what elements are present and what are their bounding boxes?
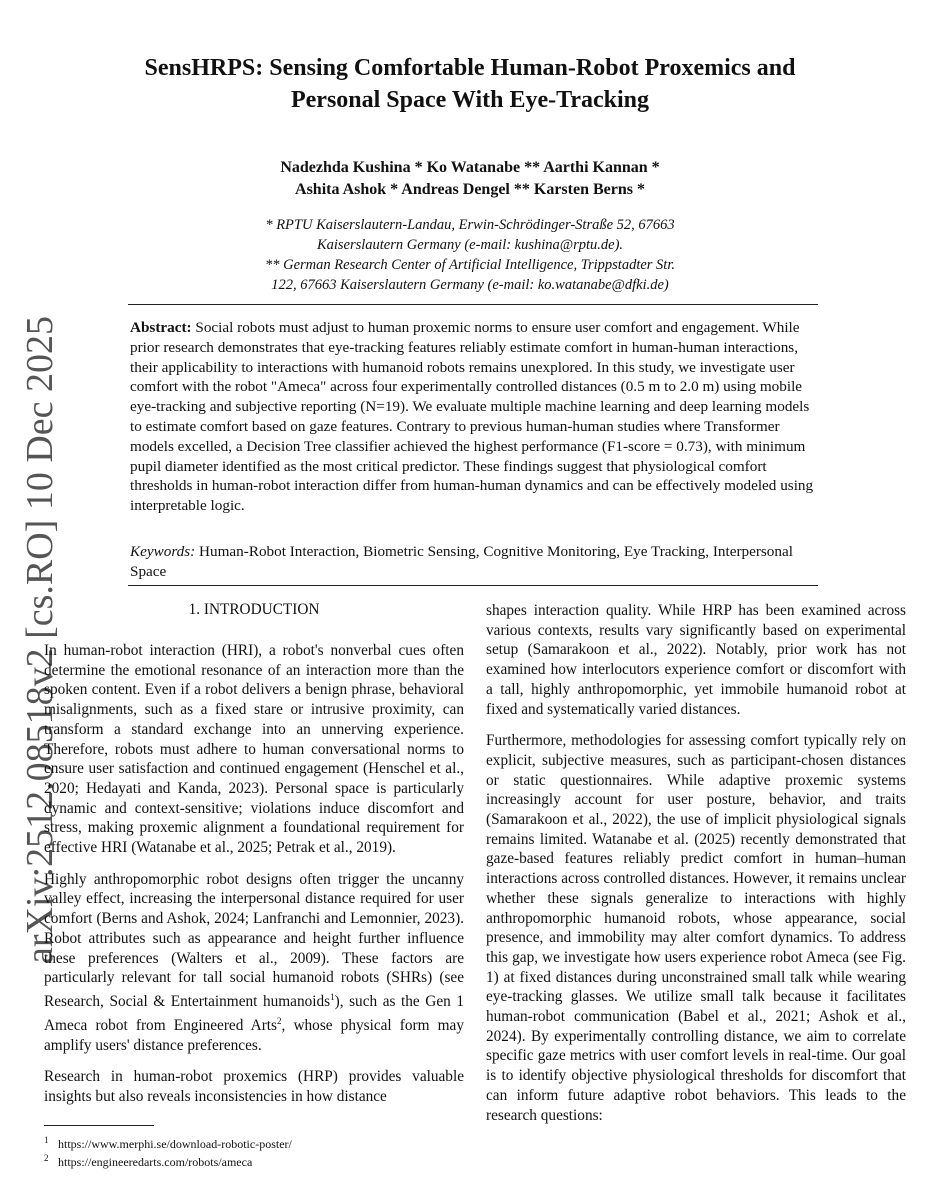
abstract bbox=[130, 318, 816, 516]
footnote-rule bbox=[44, 1125, 154, 1126]
arxiv-identifier[interactable]: arXiv:2512.08518v2 [cs.RO] 10 Dec 2025 bbox=[19, 315, 61, 965]
affiliation-line-3: ** German Research Center of Artificial Intelligence, Trippstadter Str. bbox=[265, 257, 675, 273]
paragraph bbox=[44, 870, 464, 1056]
footnote-ref-1[interactable]: 1 bbox=[330, 991, 335, 1002]
affiliation-line-1: * RPTU Kaiserslautern-Landau, Erwin-Schrödinger-Straße 52, 67663 bbox=[265, 217, 675, 233]
footnote-ref-2[interactable]: 2 bbox=[277, 1015, 282, 1026]
keywords bbox=[130, 542, 816, 582]
affiliations bbox=[150, 215, 790, 295]
abstract-text: Social robots must adjust to human proxemic norms to ensure user comfort and engagement. While prior research demonstrates that eye-tracking features reliably estimate comfort in human-human interactions, their applicability to interactions with humanoid robots remains unexplored. In this study, we investigate user comfort with the robot "Ameca" across four experimentally controlled distances (0.5 m to 2.0 m) using mobile eye-tracking and subjective reporting (N=19). We evaluate multiple machine learning and deep learning models to estimate comfort based on gaze features. Contrary to previous human-human studies where Transformer models excelled, a Decision Tree classifier achieved the highest performance (F1-score = 0.73), with minimum pupil diameter identified as the most critical predictor. These findings suggest that physiological comfort thresholds in human-robot interaction differ from human-human dynamics and can be effectively modeled using interpretable logic. bbox=[130, 319, 814, 515]
paragraph: In human-robot interaction (HRI), a robot's nonverbal cues often determine the emotional resonance of an interaction more than the spoken content. Even if a robot delivers a benign phrase, behavioral misalignments, such as a fixed stare or intrusive proximity, can transform a standard exchange into an unnerving experience. Therefore, robots must adhere to human conversational norms to ensure user satisfaction and continued engagement (Henschel et al., 2020; Hedayati and Kanda, 2023). Personal space is particularly dynamic and context-sensitive; violations induce discomfort and stress, making proxemic alignment a foundational requirement for effective HRI (Watanabe et al., 2025; Petrak et al., 2019). bbox=[44, 642, 464, 857]
top-rule bbox=[128, 304, 818, 305]
footnote-link[interactable]: https://engineeredarts.com/robots/ameca bbox=[58, 1155, 253, 1169]
footnote-link[interactable]: https://www.merphi.se/download-robotic-poster/ bbox=[58, 1137, 292, 1151]
paragraph: Research in human-robot proxemics (HRP) provides valuable insights but also reveals inconsistencies in how distance bbox=[44, 1068, 464, 1105]
section-heading-introduction: 1. INTRODUCTION bbox=[188, 601, 320, 618]
affiliation-line-4: 122, 67663 Kaiserslautern Germany (e-mail: ko.watanabe@dfki.de) bbox=[271, 277, 669, 293]
left-column bbox=[44, 641, 464, 1119]
author-line-1: Nadezhda Kushina * Ko Watanabe ** Aarthi Kannan * bbox=[280, 159, 660, 176]
right-column bbox=[486, 601, 906, 1137]
footnote-mark: 2 bbox=[44, 1153, 49, 1163]
paragraph-text: , whose physical form may amplify users' distance preferences. bbox=[44, 1016, 464, 1054]
abstract-label: Abstract: bbox=[130, 319, 192, 336]
keywords-text: Human-Robot Interaction, Biometric Sensing, Cognitive Monitoring, Eye Tracking, Interpersonal Space bbox=[130, 543, 793, 580]
footnote-2 bbox=[44, 1150, 474, 1170]
paragraph: Furthermore, methodologies for assessing comfort typically rely on explicit, subjective measures, such as participant-chosen distances or static questionnaires. While adaptive proxemic systems increasingly account for user posture, behavior, and traits (Samarakoon et al., 2022), the use of implicit physiological signals remains limited. Watanabe et al. (2025) recently demonstrated that gaze-based features reliably predict comfort in human–human interactions across controlled distances. However, it remains unclear whether these signals generalize to interactions with highly anthropomorphic humanoid robots, whose appearance, social presence, and immobility may alter comfort dynamics. To address this gap, we investigate how users experience robot Ameca (see Fig. 1) at fixed distances during unconstrained small talk while wearing eye-tracking glasses. We utilize small talk because it facilitates human-robot communication (Babel et al., 2021; Ashok et al., 2024). By experimentally controlling distance, we aim to correlate specific gaze metrics with user comfort levels in real-time. Our goal is to identify objective physiological thresholds for discomfort that can inform future adaptive robot behaviors. This leads to the research questions: bbox=[486, 732, 906, 1124]
paper-title: SensHRPS: Sensing Comfortable Human-Robot Proxemics and Personal Space With Eye-Tracking bbox=[144, 55, 796, 113]
author-line-2: Ashita Ashok * Andreas Dengel ** Karsten Berns * bbox=[295, 181, 645, 198]
footnote-1 bbox=[44, 1132, 474, 1152]
keywords-label: Keywords: bbox=[130, 543, 196, 560]
paragraph-text: Highly anthropomorphic robot designs often trigger the uncanny valley effect, increasing the interpersonal distance required for user comfort (Berns and Ashok, 2024; Lanfranchi and Lemonnier, 2023). Robot attributes such as appearance and height further influence these preferences (Walters et al., 2009). These factors are particularly relevant for tall social humanoid robots (SHRs) (see Research, Social & Entertainment humanoids bbox=[44, 870, 464, 1011]
author-list bbox=[150, 157, 790, 201]
footnote-mark: 1 bbox=[44, 1135, 49, 1145]
bottom-rule bbox=[128, 585, 818, 586]
paragraph-text: ), such as the Gen 1 Ameca robot from Engineered Arts bbox=[44, 993, 464, 1034]
paragraph: shapes interaction quality. While HRP has been examined across various contexts, results vary significantly based on experimental setup (Samarakoon et al., 2022). Notably, prior work has not examined how interlocutors experience comfort or discomfort with a tall, highly anthropomorphic, yet immobile humanoid robot at fixed and systematically varied distances. bbox=[486, 602, 906, 718]
affiliation-line-2: Kaiserslautern Germany (e-mail: kushina@rptu.de). bbox=[316, 237, 624, 253]
